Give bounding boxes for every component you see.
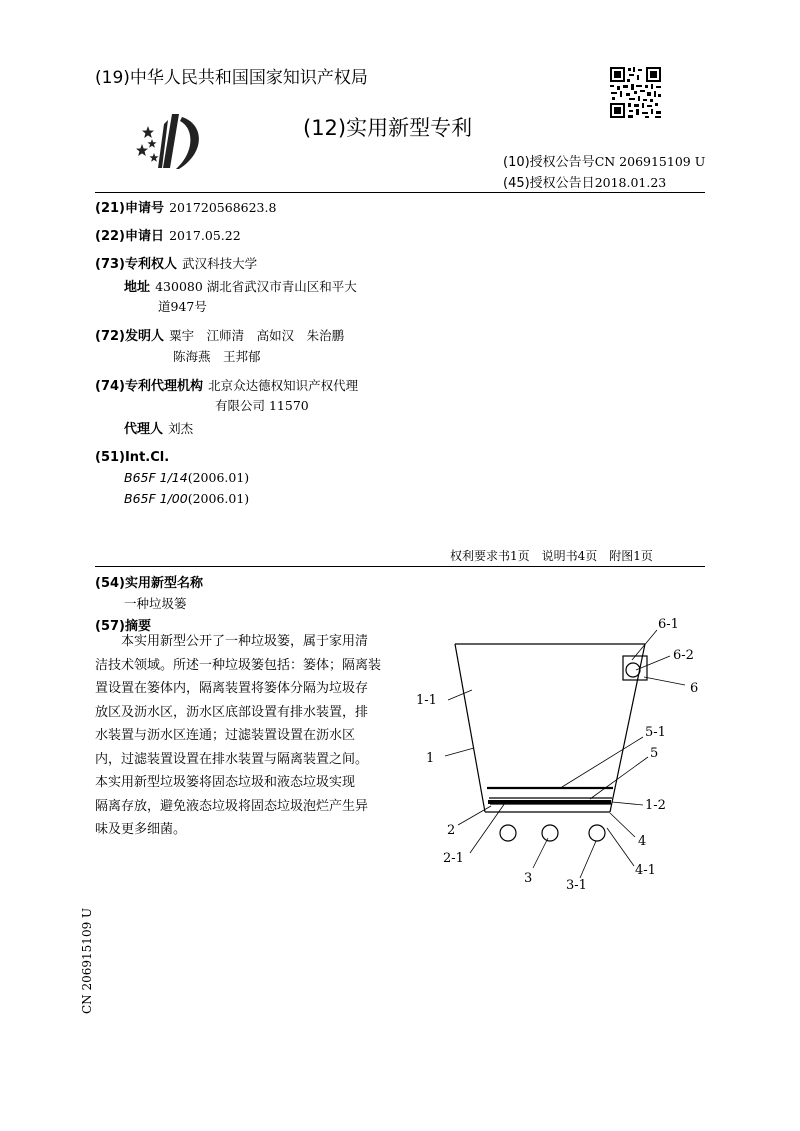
leader-line [612, 802, 643, 805]
label-6-1: 6-1 [658, 617, 679, 632]
publication-number-value: CN 206915109 U [594, 154, 706, 169]
ipc-version: (2006.01) [187, 491, 250, 506]
publication-number-label: (10)授权公告号 [503, 155, 595, 170]
agency-label: (74)专利代理机构 [95, 379, 203, 394]
summary-divider [95, 566, 705, 567]
label-2-1: 2-1 [443, 851, 464, 866]
label-5: 5 [650, 746, 659, 761]
leader-line [590, 757, 648, 799]
inventors-line-1: 粟宇 江师清 高如汉 朱治鹏 [169, 328, 345, 343]
leader-line [458, 806, 491, 825]
abstract-label: (57)摘要 [95, 619, 151, 634]
patentee [95, 253, 257, 272]
agent-label: 代理人 [124, 422, 164, 437]
application-date-label: (22)申请日 [95, 229, 164, 244]
address-line-2: 道947号 [158, 299, 207, 314]
hanger-hole [626, 663, 640, 677]
ipc-label: (51)Int.Cl. [95, 450, 170, 465]
label-6-2: 6-2 [673, 648, 694, 663]
ipc-entry [124, 488, 249, 507]
patentee-label: (73)专利权人 [95, 257, 177, 272]
address-line-1: 430080 湖北省武汉市青山区和平大 [155, 279, 357, 294]
ipc-code: B65F 1/00 [124, 491, 188, 506]
abstract-line: 水装置与沥水区连通；过滤装置设置在沥水区 [95, 728, 356, 743]
ipc-classification [95, 446, 169, 465]
ipc-code: B65F 1/14 [124, 470, 188, 485]
label-1-2: 1-2 [645, 798, 666, 813]
label-2: 2 [447, 823, 456, 838]
application-number [95, 197, 276, 216]
leader-line [644, 677, 685, 685]
bin-left-wall [455, 644, 485, 812]
agency-line-1: 北京众达德权知识产权代理 [208, 378, 359, 393]
leader-line [607, 828, 634, 866]
label-4: 4 [638, 834, 647, 849]
agency [95, 375, 358, 394]
abstract-line: 放区及沥水区，沥水区底部设置有排水装置，排 [95, 704, 369, 720]
publication-date-label: (45)授权公告日 [503, 176, 595, 191]
agent-value: 刘杰 [168, 421, 194, 436]
leader-line [470, 803, 505, 853]
application-date-value: 2017.05.22 [169, 228, 241, 243]
inventors-line-2: 陈海燕 王邦郁 [173, 349, 261, 364]
label-1: 1 [426, 751, 435, 766]
utility-model-title: 一种垃圾篓 [124, 596, 187, 611]
abstract-line: 味及更多细菌。 [95, 822, 187, 837]
publication-date-value: 2018.01.23 [594, 175, 667, 190]
drain-wheel [589, 825, 605, 841]
qr-code [609, 66, 662, 119]
leader-line [448, 690, 472, 700]
ipc-version: (2006.01) [187, 470, 250, 485]
label-4-1: 4-1 [635, 863, 656, 878]
abstract-line: 内，过滤装置设置在排水装置与隔离装置之间。 [95, 751, 369, 767]
abstract-line: 置设置在篓体内，隔离装置将篓体分隔为垃圾存 [95, 681, 369, 696]
label-1-1: 1-1 [416, 693, 437, 708]
abstract-text [95, 630, 413, 842]
leader-line [533, 838, 548, 868]
side-publication-code: CN 206915109 U [80, 907, 94, 1014]
header-divider [95, 192, 705, 193]
leader-line [562, 737, 643, 787]
publication-date [503, 172, 666, 191]
application-date [95, 225, 241, 244]
abstract-line: 本实用新型垃圾篓将固态垃圾和液态垃圾实现 [95, 775, 356, 790]
abstract-drawing [400, 600, 710, 900]
drain-wheel [542, 825, 558, 841]
label-3-1: 3-1 [566, 878, 587, 893]
publication-number [503, 151, 705, 170]
leader-line [580, 841, 596, 878]
abstract-line: 本实用新型公开了一种垃圾篓，属于家用清 [121, 634, 369, 649]
cnipa-logo [132, 112, 212, 172]
patentee-value: 武汉科技大学 [182, 256, 258, 271]
address-label: 地址 [124, 280, 151, 295]
agent [124, 418, 193, 437]
address [124, 276, 357, 295]
ipc-entry [124, 467, 249, 486]
inventors-label: (72)发明人 [95, 329, 164, 344]
label-3: 3 [524, 871, 533, 886]
application-number-value: 201720568623.8 [169, 200, 277, 215]
drain-wheel [500, 825, 516, 841]
office-name: (19)中华人民共和国国家知识产权局 [95, 68, 368, 88]
abstract-line: 隔离存放，避免液态垃圾将固态垃圾泡烂产生异 [95, 798, 369, 814]
inventors [95, 325, 344, 344]
leader-line [610, 813, 635, 837]
document-type: (12)实用新型专利 [303, 116, 473, 140]
label-6: 6 [690, 681, 699, 696]
abstract-line: 洁技术领域。所述一种垃圾篓包括：篓体；隔离装 [95, 657, 382, 673]
agency-line-2: 有限公司 11570 [215, 398, 309, 413]
title-label: (54)实用新型名称 [95, 576, 203, 591]
application-number-label: (21)申请号 [95, 201, 164, 216]
leader-line [445, 748, 474, 756]
label-5-1: 5-1 [645, 725, 666, 740]
pages-summary: 权利要求书1页 说明书4页 附图1页 [450, 549, 653, 563]
filter-band [488, 800, 611, 804]
